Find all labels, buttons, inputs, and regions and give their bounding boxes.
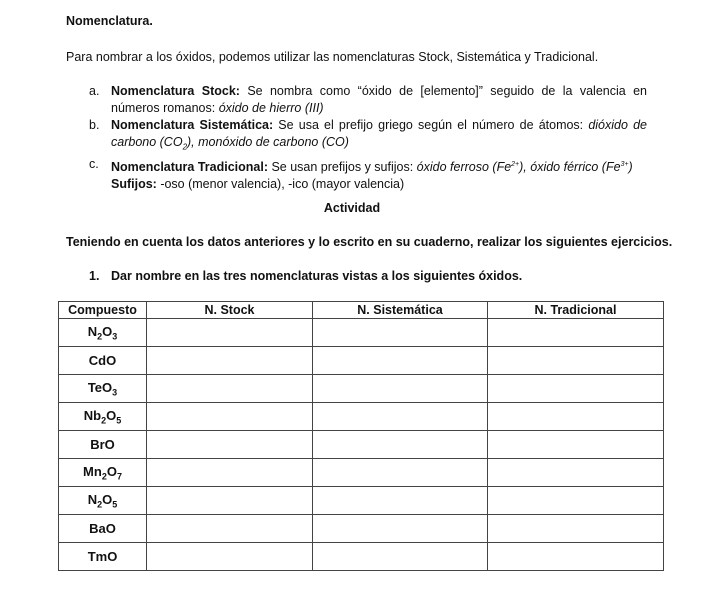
list-marker: c.: [89, 156, 99, 171]
table-row: [59, 319, 664, 347]
header-traditional: N. Tradicional: [488, 302, 664, 319]
formula-subscript: 2: [97, 499, 103, 510]
list-marker: b.: [89, 118, 100, 132]
answer-stock-cell[interactable]: [147, 319, 313, 347]
term-stock: Nomenclatura Stock:: [111, 84, 240, 98]
answer-systematic-cell[interactable]: [313, 403, 488, 431]
oxides-table: [58, 301, 664, 571]
answer-stock-cell[interactable]: [147, 403, 313, 431]
table-row: [59, 487, 664, 515]
formula-element: BrO: [90, 437, 115, 452]
answer-stock-cell[interactable]: [147, 459, 313, 487]
formula-subscript: 5: [116, 415, 122, 426]
subscript: 2: [182, 142, 188, 152]
table-row: [59, 515, 664, 543]
formula-element: O: [106, 463, 117, 479]
compound-formula: [59, 459, 147, 487]
superscript: 2+: [511, 160, 520, 168]
answer-systematic-cell[interactable]: [313, 543, 488, 571]
answer-systematic-cell[interactable]: [313, 515, 488, 543]
answer-traditional-cell[interactable]: [488, 319, 664, 347]
answer-stock-cell[interactable]: [147, 347, 313, 375]
answer-traditional-cell[interactable]: [488, 459, 664, 487]
section-heading: Nomenclatura.: [66, 14, 153, 28]
answer-systematic-cell[interactable]: [313, 431, 488, 459]
formula-element: CdO: [88, 353, 117, 368]
superscript: 3+: [620, 160, 629, 168]
answer-stock-cell[interactable]: [147, 543, 313, 571]
answer-stock-cell[interactable]: [147, 375, 313, 403]
exercise-prompt: [89, 269, 522, 283]
answer-traditional-cell[interactable]: [488, 375, 664, 403]
answer-traditional-cell[interactable]: [488, 487, 664, 515]
answer-systematic-cell[interactable]: [313, 375, 488, 403]
suffix-line: [111, 176, 647, 193]
compound-formula: [59, 347, 147, 375]
formula-element: BaO: [89, 521, 116, 536]
answer-stock-cell[interactable]: [147, 431, 313, 459]
example-dioxide: dióxido de carbono (CO: [111, 118, 647, 149]
answer-stock-cell[interactable]: [147, 515, 313, 543]
example-ferric: ), óxido férrico (Fe: [519, 159, 621, 174]
example-close: ): [628, 159, 633, 174]
compound-formula: [59, 515, 147, 543]
table-row: [59, 347, 664, 375]
formula-element: TeO: [87, 379, 113, 395]
answer-traditional-cell[interactable]: [488, 403, 664, 431]
activity-title: Actividad: [323, 201, 381, 215]
list-item-stock: [89, 83, 647, 117]
formula-subscript: 2: [101, 471, 107, 482]
compound-formula: [59, 403, 147, 431]
example-traditional: [417, 160, 633, 174]
description-stock: Se nombra como “óxido de [elemento]” seguido de la valencia en números romanos:: [111, 84, 647, 115]
formula-element: Nb: [83, 407, 102, 423]
compound-formula: [59, 319, 147, 347]
instruction-text: Teniendo en cuenta los datos anteriores y lo escrito en su cuaderno, realizar los siguientes ejercicios.: [66, 235, 673, 249]
term-systematic: Nomenclatura Sistemática:: [111, 118, 274, 132]
answer-systematic-cell[interactable]: [313, 459, 488, 487]
formula-element: Mn: [83, 463, 102, 479]
header-compound: Compuesto: [59, 302, 147, 319]
answer-traditional-cell[interactable]: [488, 543, 664, 571]
header-stock: N. Stock: [147, 302, 313, 319]
answer-systematic-cell[interactable]: [313, 347, 488, 375]
answer-traditional-cell[interactable]: [488, 431, 664, 459]
nomenclature-list: [89, 83, 647, 193]
formula-element: N: [87, 323, 98, 339]
table-body: [59, 319, 664, 571]
answer-traditional-cell[interactable]: [488, 515, 664, 543]
compound-formula: [59, 543, 147, 571]
list-item-systematic: [89, 117, 647, 156]
formula-element: TmO: [87, 549, 118, 564]
compound-formula: [59, 487, 147, 515]
answer-traditional-cell[interactable]: [488, 347, 664, 375]
formula-subscript: 5: [112, 499, 118, 510]
table-row: [59, 459, 664, 487]
exercise-text: Dar nombre en las tres nomenclaturas vistas a los siguientes óxidos.: [111, 269, 523, 283]
answer-stock-cell[interactable]: [147, 487, 313, 515]
description-systematic: Se usa el prefijo griego según el número de átomos:: [273, 118, 589, 132]
formula-subscript: 7: [116, 471, 122, 482]
list-item-traditional: [89, 156, 647, 193]
formula-element: O: [106, 407, 117, 423]
answer-systematic-cell[interactable]: [313, 319, 488, 347]
formula-subscript: 3: [112, 331, 118, 342]
formula-element: N: [87, 491, 98, 507]
example-monoxide: ), monóxido de carbono (CO): [187, 135, 349, 149]
example-stock: óxido de hierro (III): [218, 101, 324, 115]
intro-paragraph: Para nombrar a los óxidos, podemos utilizar las nomenclaturas Stock, Sistemática y Tradicional.: [66, 50, 599, 64]
compound-formula: [59, 431, 147, 459]
term-suffixes: Sufijos:: [111, 176, 157, 191]
list-marker: a.: [89, 84, 100, 98]
header-systematic: N. Sistemática: [313, 302, 488, 319]
formula-subscript: 2: [97, 331, 103, 342]
formula-subscript: 2: [101, 415, 107, 426]
compound-formula: [59, 375, 147, 403]
table-header-row: [59, 302, 664, 319]
term-traditional: Nomenclatura Tradicional:: [111, 159, 268, 174]
table-row: [59, 375, 664, 403]
formula-element: O: [102, 491, 113, 507]
table-row: [59, 403, 664, 431]
formula-subscript: 3: [112, 387, 118, 398]
description-traditional: Se usan prefijos y sufijos:: [267, 159, 417, 174]
table-row: [59, 543, 664, 571]
suffix-description: -oso (menor valencia), -ico (mayor valencia): [156, 176, 405, 191]
exercise-number: 1.: [89, 269, 100, 283]
formula-element: O: [102, 323, 113, 339]
table-row: [59, 431, 664, 459]
answer-systematic-cell[interactable]: [313, 487, 488, 515]
example-ferrous: óxido ferroso (Fe: [416, 159, 512, 174]
